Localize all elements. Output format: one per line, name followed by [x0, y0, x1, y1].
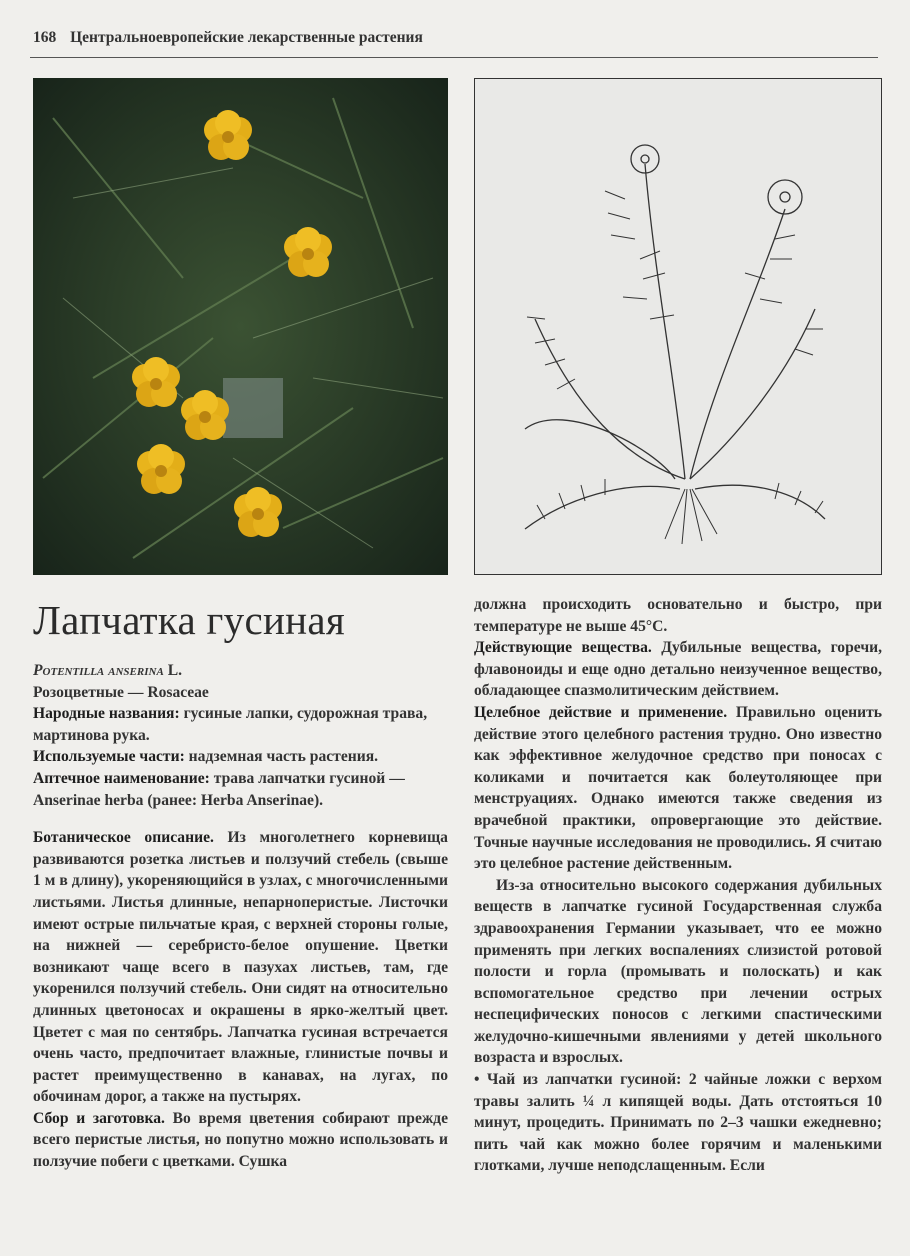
pharmacy-name-text: трава лапчатки гусиной — Anserinae herba (ранее: Herba Anserinae).: [33, 769, 405, 809]
harvest-text: Во время цветения собирают прежде всего перистые листья, но попутно можно использовать и ползучие побеги с цветками. Сушка: [33, 1109, 448, 1171]
pharmacy-name: [33, 768, 448, 811]
running-header: [33, 29, 423, 47]
pharmacy-name-label: Аптечное наименование:: [33, 769, 210, 787]
botany-text: Из многолетнего корневища развиваются розетка листьев и ползучий стебель (свыше 1 м в длину), укореняющийся в узлах, с многочисленными листьями. Листья длинные, непарноперистые. Листочки имеют острые пильчатые края, с верхней стороны голые, на нижней — серебристо-белое опушение. Цветки возникают чаще всего в пазухах листьев, там, где укоренился ползучий стебель. Они сидят на относительно длинных цветоносах и окрашены в ярко-желтый цвет. Цветет с мая по сентябрь. Лапчатка гусиная встречается очень часто, предпочитает влажные, глинистые почвы и растет преимущественно в канавах, на лугах, по обочинам дорог, а также на пустырях.: [33, 829, 448, 1106]
tea-text-1: Чай из лапчатки гусиной: 2 чайные ложки с верхом травы залить: [474, 1071, 882, 1110]
latin-name-line: [33, 660, 448, 682]
botany-paragraph: [33, 827, 448, 1108]
used-parts-text: надземная часть растения.: [188, 748, 379, 766]
folk-names-text: гусиные лапки, судорожная трава, мартинова рука.: [33, 705, 428, 744]
harvest-continuation: должна происходить основательно и быстро, при температуре не выше 45°C.: [474, 596, 882, 635]
used-parts: [33, 746, 448, 768]
latin-name: Potentilla anserina: [33, 662, 164, 679]
use-text: Правильно оценить действие этого целебного растения трудно. Оно известно как эффективное желудочное средство при поносах с коликами и почитается как болеутоляющее при менструациях. Однако имеются также сведения из врачебной практики, опровергающие это действие. Точные научные исследования не проводились. Я считаю это целебное растение действенным.: [474, 703, 883, 873]
use-label: Целебное действие и применение.: [474, 703, 728, 721]
substances-text: Дубильные вещества, горечи, флавоноиды и еще одно детально неизученное вещество, обладающее спазмолитическим действием.: [474, 639, 882, 700]
family: Розоцветные — Rosaceae: [33, 683, 209, 701]
plant-photo: [33, 78, 448, 575]
harvest-paragraph: [33, 1108, 448, 1173]
use-paragraph: [474, 702, 882, 875]
substances-paragraph: [474, 637, 882, 702]
plant-illustration: [474, 78, 882, 575]
used-parts-label: Используемые части:: [33, 748, 185, 766]
tea-recipe: [474, 1069, 882, 1177]
tea-fraction: ¼: [582, 1092, 595, 1110]
bullet: •: [474, 1071, 480, 1089]
header-rule: [30, 57, 878, 58]
page-number: 168: [33, 29, 57, 46]
folk-names: [33, 703, 448, 746]
tea-text-2: л кипящей воды. Дать отстояться 10 минут, процедить. Принимать по 2–3 чашки ежедневно; пить чай как можно более горячим и маленькими глотками, лучше неподслащенным. Если: [474, 1092, 883, 1175]
running-title: Центральноевропейские лекарственные растения: [70, 29, 423, 46]
article-title: Лапчатка гусиная: [33, 597, 346, 643]
commission-paragraph: Из-за относительно высокого содержания дубильных веществ в лапчатке гусиной Государственная служба здравоохранения Германии указывает, что ее можно применять при легких воспалениях слизистой ротовой полости и горла (промывать и полоскать) и как вспомогательное средство при лечении острых неспецифических поносов с легкими спастическими желудочно-кишечными явлениями у детей школьного возраста и взрослых.: [474, 876, 882, 1067]
harvest-label: Сбор и заготовка.: [33, 1109, 165, 1127]
folk-names-label: Народные названия:: [33, 705, 180, 723]
left-column: [33, 660, 448, 1173]
right-column-content: [474, 594, 882, 1177]
substances-label: Действующие вещества.: [474, 639, 652, 657]
latin-author: L.: [167, 662, 182, 679]
botany-label: Ботаническое описание.: [33, 829, 214, 847]
